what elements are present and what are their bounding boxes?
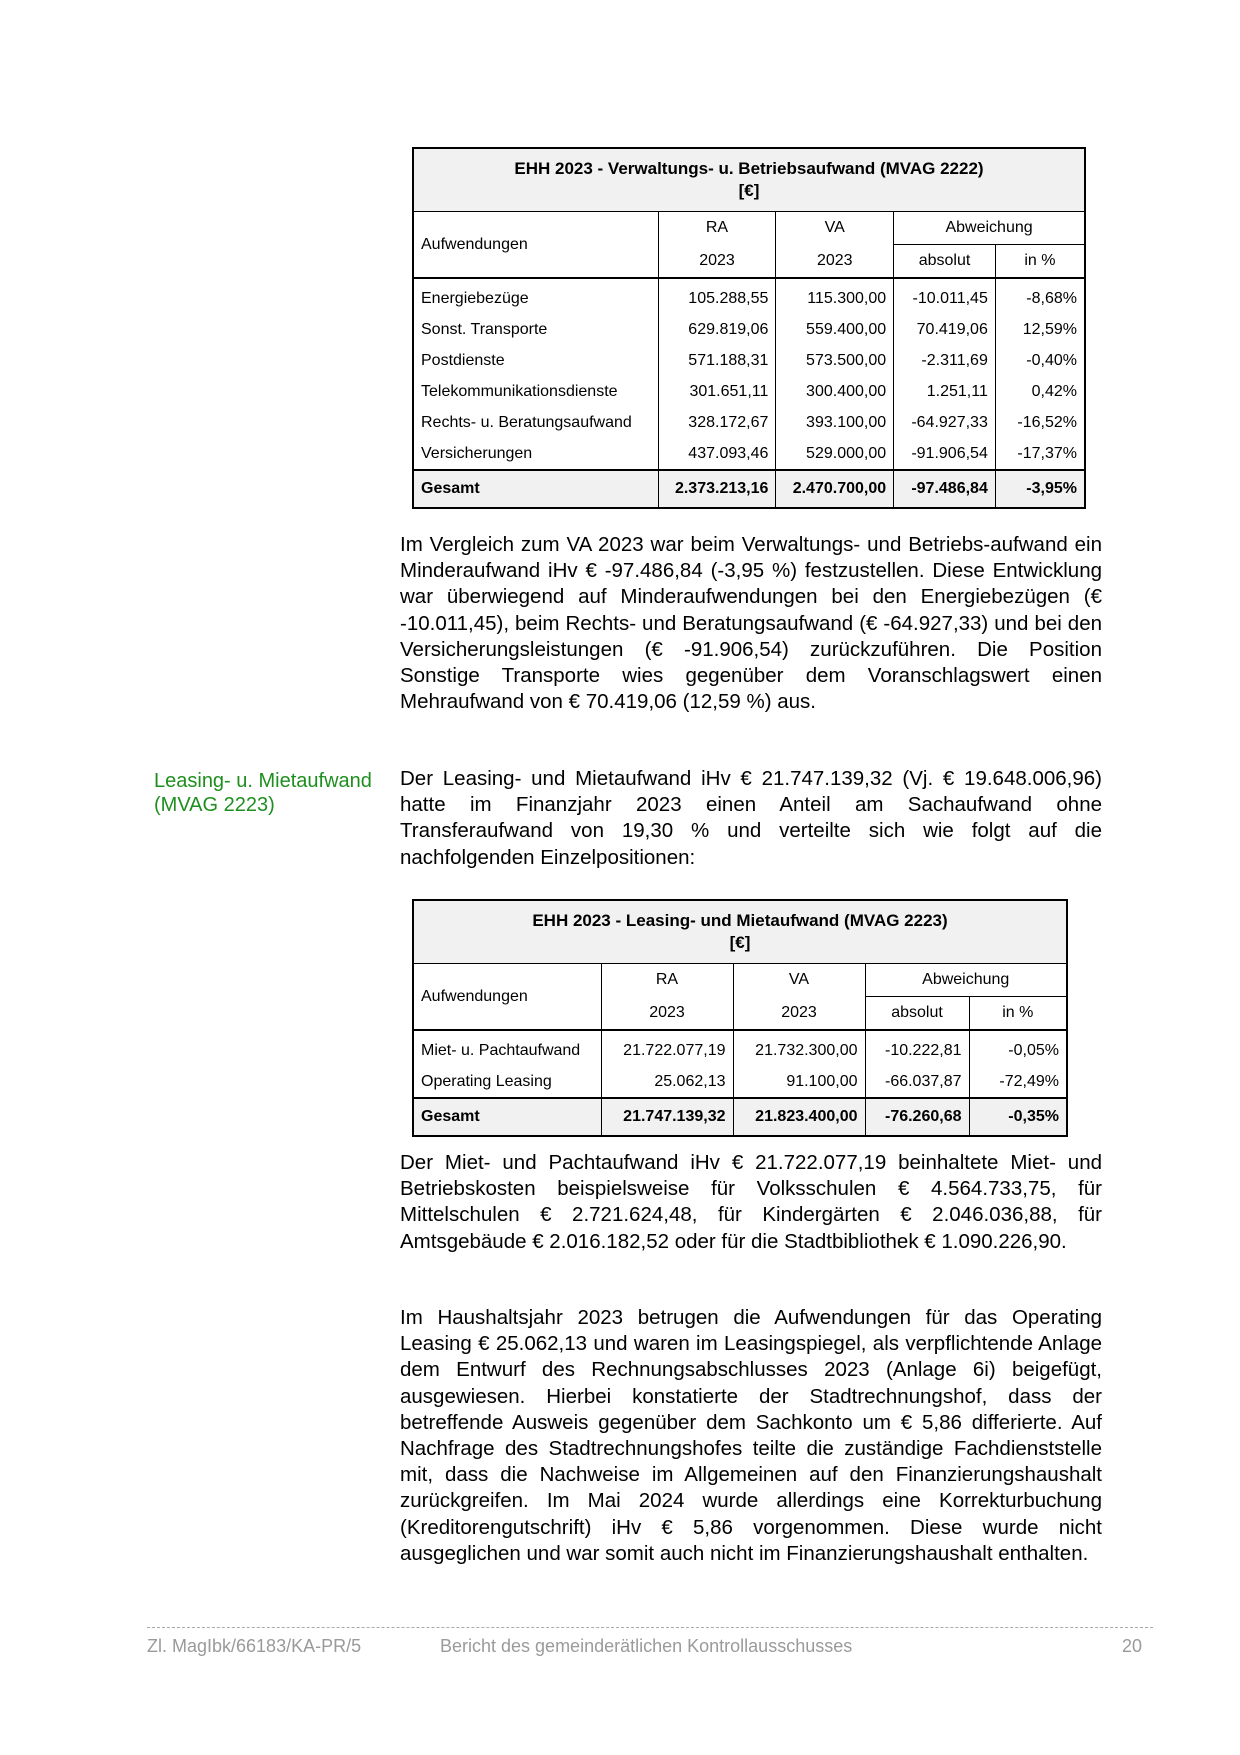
paragraph-leasing-intro: Der Leasing- und Mietaufwand iHv € 21.747.139,32 (Vj. € 19.648.006,96) hatte im Finanzjahr 2023 einen Anteil am Sachaufwand ohne Transferaufwand von 19,30 % und verteilte sich wie folgt auf die nachfolgenden Einzelpositionen: — [400, 767, 1102, 869]
column-header-absolut: absolut — [865, 997, 969, 1031]
column-header-absolut: absolut — [894, 245, 996, 279]
table-title: EHH 2023 - Verwaltungs- u. Betriebsaufwand (MVAG 2222) [€] — [413, 148, 1085, 212]
table-row: Postdienste 571.188,31 573.500,00 -2.311,69 -0,40% — [413, 345, 1085, 376]
table-row: Operating Leasing 25.062,13 91.100,00 -66.037,87 -72,49% — [413, 1066, 1067, 1098]
margin-heading-leasing: Leasing- u. Mietaufwand (MVAG 2223) — [154, 770, 372, 816]
column-header-year-va: 2023 — [776, 245, 894, 279]
column-header-ra: RA — [658, 212, 776, 245]
table-leasing-mietaufwand — [412, 899, 1068, 1137]
column-header-ra: RA — [601, 964, 733, 997]
paragraph-operating-leasing: Im Haushaltsjahr 2023 betrugen die Aufwendungen für das Operating Leasing € 25.062,13 und waren im Leasingspiegel, als verpflichtende Anlage dem Entwurf des Rechnungsabschlusses 2023 (Anlage 6i) beigefügt, ausgewiesen. Hierbei konstatierte der Stadtrechnungshof, dass der betreffende Ausweis gegenüber dem Sachkonto um € 5,86 differierte. Auf Nachfrage des Stadtrechnungshofes teilte die zuständige Fachdienststelle mit, dass die Nachweise im Allgemeinen auf den Finanzierungshaushalt zurückgreifen. Im Mai 2024 wurde allerdings eine Korrekturbuchung (Kreditorengutschrift) iHv € 5,86 vorgenommen. Diese wurde nicht ausgeglichen und war somit auch nicht im Finanzierungshaushalt enthalten. — [400, 1306, 1102, 1565]
table-row: Energiebezüge 105.288,55 115.300,00 -10.011,45 -8,68% — [413, 278, 1085, 314]
column-header-year-ra: 2023 — [601, 997, 733, 1031]
column-header-aufwendungen: Aufwendungen — [413, 212, 658, 279]
column-header-in-percent: in % — [969, 997, 1067, 1031]
table-row: Versicherungen 437.093,46 529.000,00 -91.906,54 -17,37% — [413, 438, 1085, 470]
table-row: Sonst. Transporte 629.819,06 559.400,00 70.419,06 12,59% — [413, 314, 1085, 345]
table-row: Miet- u. Pachtaufwand 21.722.077,19 21.732.300,00 -10.222,81 -0,05% — [413, 1030, 1067, 1066]
column-header-abweichung: Abweichung — [865, 964, 1067, 997]
column-header-va: VA — [776, 212, 894, 245]
column-header-aufwendungen: Aufwendungen — [413, 964, 601, 1031]
footer-title: Bericht des gemeinderätlichen Kontrollausschusses — [440, 1636, 853, 1656]
table-total-row: Gesamt 2.373.213,16 2.470.700,00 -97.486,84 -3,95% — [413, 470, 1085, 508]
table-verwaltungsaufwand — [412, 147, 1086, 509]
column-header-abweichung: Abweichung — [894, 212, 1085, 245]
table-row: Rechts- u. Beratungsaufwand 328.172,67 393.100,00 -64.927,33 -16,52% — [413, 407, 1085, 438]
footer-page-number: 20 — [1122, 1636, 1143, 1656]
table-row: Telekommunikationsdienste 301.651,11 300.400,00 1.251,11 0,42% — [413, 376, 1085, 407]
column-header-in-percent: in % — [995, 245, 1085, 279]
table-total-row: Gesamt 21.747.139,32 21.823.400,00 -76.260,68 -0,35% — [413, 1098, 1067, 1136]
table-title: EHH 2023 - Leasing- und Mietaufwand (MVAG 2223) [€] — [413, 900, 1067, 964]
paragraph-verwaltungsaufwand: Im Vergleich zum VA 2023 war beim Verwaltungs- und Betriebs-aufwand ein Minderaufwand iHv € -97.486,84 (-3,95 %) festzustellen. Diese Entwicklung war überwiegend auf Minderaufwendungen bei den Energiebezügen (€ -10.011,45), beim Rechts- und Beratungsaufwand (€ -64.927,33) und bei den Versicherungsleistungen (€ -91.906,54) zurückzuführen. Die Position Sonstige Transporte wies gegenüber dem Voranschlagswert einen Mehraufwand von € 70.419,06 (12,59 %) aus. — [400, 533, 1102, 714]
column-header-year-va: 2023 — [733, 997, 865, 1031]
footer-divider — [147, 1627, 1153, 1628]
column-header-va: VA — [733, 964, 865, 997]
paragraph-miet-pachtaufwand: Der Miet- und Pachtaufwand iHv € 21.722.077,19 beinhaltete Miet- und Betriebskosten beispielsweise für Volksschulen € 4.564.733,75, für Mittelschulen € 2.721.624,48, für Kindergärten € 2.046.036,88, für Amtsgebäude € 2.016.182,52 oder für die Stadtbibliothek € 1.090.226,90. — [400, 1151, 1102, 1253]
column-header-year-ra: 2023 — [658, 245, 776, 279]
footer-reference: Zl. MagIbk/66183/KA-PR/5 — [147, 1636, 362, 1656]
